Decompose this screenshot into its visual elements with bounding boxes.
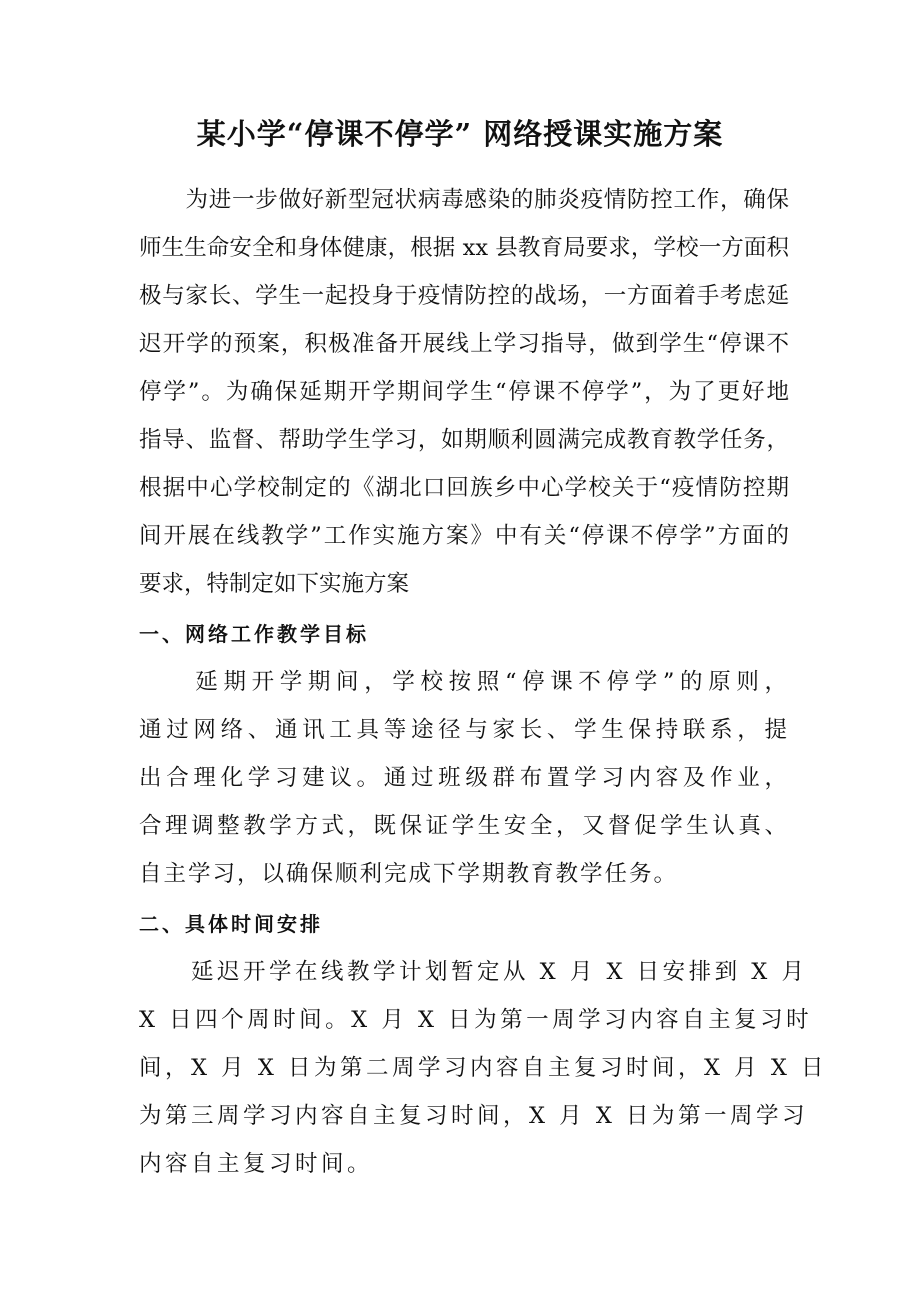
paragraph-line: 指导、监督、帮助学生学习，如期顺利圆满完成教育教学任务， bbox=[139, 427, 789, 453]
paragraph-line: 内容自主复习时间。 bbox=[139, 1151, 374, 1177]
paragraph-line: 延迟开学在线教学计划暂定从 X 月 X 日安排到 X 月 bbox=[139, 959, 808, 985]
paragraph-line: 延期开学期间，学校按照“停课不停学”的原则， bbox=[139, 669, 789, 695]
paragraph-line: 迟开学的预案，积极准备开展线上学习指导，做到学生“停课不 bbox=[139, 331, 789, 357]
paragraph-line: 师生生命安全和身体健康，根据 xx 县教育局要求，学校一方面积 bbox=[139, 235, 789, 261]
paragraph-line: X 日四个周时间。X 月 X 日为第一周学习内容自主复习时 bbox=[139, 1007, 813, 1033]
schedule-paragraph bbox=[139, 948, 827, 1188]
paragraph-line: 极与家长、学生一起投身于疫情防控的战场，一方面着手考虑延 bbox=[139, 283, 789, 309]
paragraph-line: 为进一步做好新型冠状病毒感染的肺炎疫情防控工作，确保 bbox=[139, 187, 789, 213]
section-heading-schedule: 二、具体时间安排 bbox=[139, 912, 323, 936]
paragraph-line: 通过网络、通讯工具等途径与家长、学生保持联系，提 bbox=[139, 717, 789, 743]
paragraph-line: 间开展在线教学”工作实施方案》中有关“停课不停学”方面的 bbox=[139, 523, 789, 549]
paragraph-line: 合理调整教学方式，既保证学生安全，又督促学生认真、 bbox=[139, 813, 789, 839]
goals-paragraph bbox=[139, 658, 789, 898]
paragraph-line: 为第三周学习内容自主复习时间，X 月 X 日为第一周学习 bbox=[139, 1103, 808, 1129]
paragraph-line: 出合理化学习建议。通过班级群布置学习内容及作业， bbox=[139, 765, 789, 791]
section-heading-goals: 一、网络工作教学目标 bbox=[139, 622, 369, 646]
document-title: 某小学“停课不停学” 网络授课实施方案 bbox=[196, 117, 724, 151]
intro-paragraph bbox=[139, 176, 789, 608]
paragraph-line: 根据中心学校制定的《湖北口回族乡中心学校关于“疫情防控期 bbox=[139, 475, 789, 501]
paragraph-line: 要求，特制定如下实施方案 bbox=[139, 571, 410, 597]
paragraph-line: 自主学习，以确保顺利完成下学期教育教学任务。 bbox=[139, 861, 679, 887]
paragraph-line: 停学”。为确保延期开学期间学生“停课不停学”，为了更好地 bbox=[139, 379, 789, 405]
paragraph-line: 间，X 月 X 日为第二周学习内容自主复习时间，X 月 X 日 bbox=[139, 1055, 827, 1081]
